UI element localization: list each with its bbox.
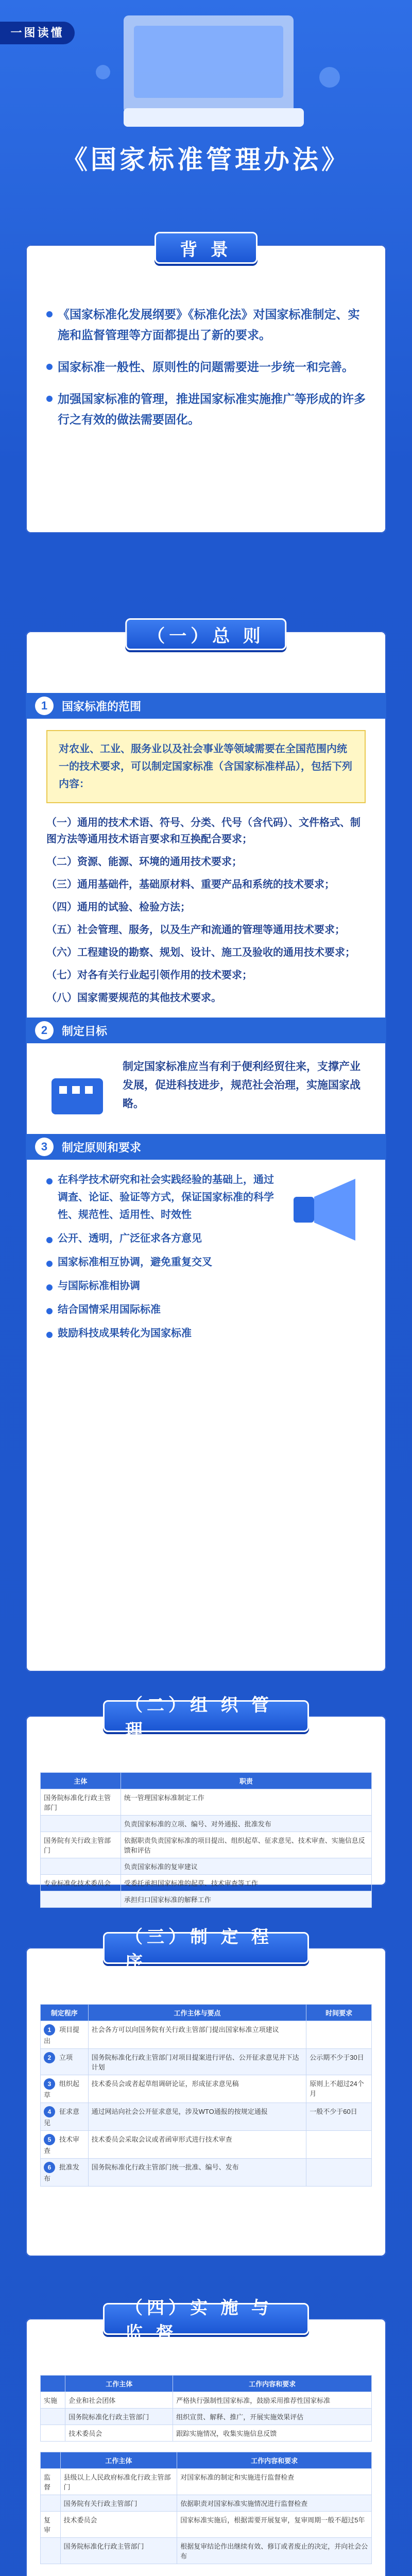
cell: 技术委员会 bbox=[65, 2425, 173, 2442]
cell: 技术委员会采取会议或者函审形式进行技术审查 bbox=[88, 2131, 306, 2159]
cell bbox=[41, 1858, 121, 1875]
background-ribbon: 背 景 bbox=[154, 232, 258, 264]
goal-header bbox=[26, 1018, 386, 1043]
implementation-table-1 bbox=[40, 2375, 372, 2442]
cell bbox=[41, 1891, 121, 1908]
goal-num: 2 bbox=[35, 1021, 54, 1040]
scope-item: （六）工程建设的勘察、规划、设计、施工及验收的通用技术要求； bbox=[46, 947, 355, 958]
goal-title: 制定目标 bbox=[62, 1024, 108, 1038]
cell: 负责国家标准的复审建议 bbox=[121, 1858, 371, 1875]
cell: 统一管理国家标准制定工作 bbox=[121, 1789, 371, 1816]
step-3-icon: 3 bbox=[44, 2078, 55, 2090]
org-header: 主体 bbox=[41, 1773, 121, 1789]
procedure-card bbox=[26, 1947, 386, 2257]
cell bbox=[306, 2159, 372, 2187]
principle-item: 与国际标准相协调 bbox=[46, 1277, 278, 1295]
megaphone-icon bbox=[288, 1171, 366, 1248]
cell: 原则上不超过24个月 bbox=[306, 2075, 372, 2103]
scope-item: （五）社会管理、服务，以及生产和流通的管理等通用技术要求； bbox=[46, 924, 345, 936]
step-label: 组织起草 bbox=[44, 2080, 80, 2099]
table-row bbox=[41, 1875, 372, 1891]
cell bbox=[41, 2021, 89, 2049]
impl-header: 工作主体 bbox=[65, 2376, 173, 2392]
cell: 国务院标准化行政主管部门 bbox=[41, 1789, 121, 1816]
cell bbox=[41, 2159, 89, 2187]
step-4-icon: 4 bbox=[44, 2106, 55, 2117]
cell: 技术委员会 bbox=[60, 2512, 177, 2538]
org-table bbox=[40, 1772, 372, 1908]
principles-header bbox=[26, 1134, 386, 1160]
table-row bbox=[41, 2425, 372, 2442]
cell bbox=[41, 2495, 61, 2512]
cell: 监督 bbox=[41, 2469, 61, 2495]
cell: 跟踪实施情况，收集实施信息反馈 bbox=[173, 2425, 372, 2442]
background-bullet: 国家标准一般性、原则性的问题需要进一步统一和完善。 bbox=[46, 357, 366, 377]
principle-item: 公开、透明，广泛征求各方意见 bbox=[46, 1230, 278, 1247]
procedure-ribbon: （三）制 定 程 序 bbox=[103, 1932, 309, 1964]
table-row bbox=[41, 1891, 372, 1908]
scope-item: （三）通用基础件，基础原材料、重要产品和系统的技术要求； bbox=[46, 879, 335, 890]
cell: 国务院标准化行政主管部门 bbox=[60, 2538, 177, 2564]
background-card bbox=[26, 245, 386, 533]
cell: 国务院标准化行政主管部门 bbox=[65, 2409, 173, 2425]
impl-header bbox=[41, 2452, 61, 2469]
cell: 国务院有关行政主管部门 bbox=[41, 1832, 121, 1858]
cell bbox=[41, 2409, 65, 2425]
principle-item: 结合国情采用国际标准 bbox=[46, 1301, 278, 1318]
step-1-icon: 1 bbox=[44, 2024, 55, 2036]
table-row bbox=[41, 2409, 372, 2425]
cell: 国家标准实施后，根据需要开展复审，复审周期一般不超过5年 bbox=[177, 2512, 372, 2538]
cell bbox=[41, 2538, 61, 2564]
procedure-table bbox=[40, 2004, 372, 2187]
step-label: 立项 bbox=[59, 2054, 73, 2061]
impl-header: 工作主体 bbox=[60, 2452, 177, 2469]
org-header: 职责 bbox=[121, 1773, 371, 1789]
table-row bbox=[41, 2512, 372, 2538]
cell bbox=[41, 2425, 65, 2442]
scope-box: 对农业、工业、服务业以及社会事业等领域需要在全国范围内统一的技术要求，可以制定国家标准（含国家标准样品），包括下列内容： bbox=[46, 730, 366, 803]
step-label: 项目提出 bbox=[44, 2026, 80, 2045]
principles-title: 制定原则和要求 bbox=[62, 1141, 142, 1154]
cell bbox=[41, 2075, 89, 2103]
scope-header bbox=[26, 693, 386, 719]
procedure-header: 制定程序 bbox=[41, 2005, 89, 2021]
cell: 企业和社会团体 bbox=[65, 2392, 173, 2409]
building-icon bbox=[46, 1058, 108, 1120]
impl-header bbox=[41, 2376, 65, 2392]
cell bbox=[41, 1816, 121, 1832]
scope-item: （八）国家需要规范的其他技术要求。 bbox=[46, 992, 221, 1004]
implementation-card bbox=[26, 2318, 386, 2576]
scope-num: 1 bbox=[35, 697, 54, 715]
table-row bbox=[41, 2495, 372, 2512]
step-label: 批准发布 bbox=[44, 2163, 80, 2182]
step-2-icon: 2 bbox=[44, 2052, 55, 2063]
table-row bbox=[41, 1858, 372, 1875]
scope-item: （二）资源、能源、环境的通用技术要求； bbox=[46, 856, 242, 868]
impl-header: 工作内容和要求 bbox=[177, 2452, 372, 2469]
cell bbox=[41, 2131, 89, 2159]
hero-illustration bbox=[0, 0, 412, 139]
cell: 国务院有关行政主管部门 bbox=[60, 2495, 177, 2512]
cell: 实施 bbox=[41, 2392, 65, 2409]
table-row bbox=[41, 2049, 372, 2075]
principle-item: 国家标准相互协调，避免重复交叉 bbox=[46, 1253, 278, 1271]
cell: 依据职责负责国家标准的项目提出、组织起草、征求意见、技术审查、实施信息反馈和评估 bbox=[121, 1832, 371, 1858]
implementation-ribbon: （四）实 施 与 监 督 bbox=[103, 2303, 309, 2335]
cell: 承担归口国家标准的解释工作 bbox=[121, 1891, 371, 1908]
implementation-table-2 bbox=[40, 2452, 372, 2564]
table-row bbox=[41, 1816, 372, 1832]
goal-text: 制定国家标准应当有利于便利经贸往来，支撑产业发展，促进科技进步，规范社会治理，实施国家战略。 bbox=[123, 1061, 360, 1110]
impl-header: 工作内容和要求 bbox=[173, 2376, 372, 2392]
step-5-icon: 5 bbox=[44, 2134, 55, 2145]
step-label: 技术审查 bbox=[44, 2136, 80, 2155]
table-row bbox=[41, 2131, 372, 2159]
cell: 依据职责对国家标准实施情况进行监督检查 bbox=[177, 2495, 372, 2512]
table-row bbox=[41, 2103, 372, 2131]
step-label: 征求意见 bbox=[44, 2108, 80, 2127]
cell: 国务院标准化行政主管部门统一批准、编号、发布 bbox=[88, 2159, 306, 2187]
general-card bbox=[26, 631, 386, 1672]
table-row bbox=[41, 2021, 372, 2049]
cell: 县级以上人民政府标准化行政主管部门 bbox=[60, 2469, 177, 2495]
scope-item: （四）通用的试验、检验方法； bbox=[46, 902, 191, 913]
cell: 专业标准化技术委员会 bbox=[41, 1875, 121, 1891]
cell: 受委托承担国家标准的起草、技术审查等工作 bbox=[121, 1875, 371, 1891]
cell bbox=[41, 2049, 89, 2075]
background-bullet: 《国家标准化发展纲要》《标准化法》对国家标准制定、实施和监督管理等方面都提出了新的要求。 bbox=[46, 304, 366, 345]
table-row bbox=[41, 2075, 372, 2103]
cell: 负责国家标准的立项、编号、对外通报、批准发布 bbox=[121, 1816, 371, 1832]
table-row bbox=[41, 1789, 372, 1816]
cell: 对国家标准的制定和实施进行监督检查 bbox=[177, 2469, 372, 2495]
step-6-icon: 6 bbox=[44, 2162, 55, 2173]
scope-item: （七）对各有关行业起引领作用的技术要求； bbox=[46, 970, 252, 981]
scope-title: 国家标准的范围 bbox=[62, 700, 142, 713]
hero bbox=[0, 0, 412, 191]
cell bbox=[41, 2103, 89, 2131]
cell: 一般不少于60日 bbox=[306, 2103, 372, 2131]
hero-tag: 一图读懂 bbox=[0, 22, 75, 44]
table-row bbox=[41, 2392, 372, 2409]
background-bullet: 加强国家标准的管理，推进国家标准实施推广等形成的许多行之有效的做法需要固化。 bbox=[46, 388, 366, 430]
principle-item: 在科学技术研究和社会实践经验的基础上，通过调查、论证、验证等方式，保证国家标准的科学性、规范性、适用性、时效性 bbox=[46, 1171, 278, 1224]
org-ribbon: （二）组 织 管 理 bbox=[103, 1700, 309, 1732]
cell: 国务院标准化行政主管部门对项目提案进行评估、公开征求意见并下达计划 bbox=[88, 2049, 306, 2075]
procedure-header: 时间要求 bbox=[306, 2005, 372, 2021]
cell: 社会各方可以向国务院有关行政主管部门提出国家标准立项建议 bbox=[88, 2021, 306, 2049]
cell: 严格执行强制性国家标准，鼓励采用推荐性国家标准 bbox=[173, 2392, 372, 2409]
cell: 复审 bbox=[41, 2512, 61, 2538]
general-ribbon: （一）总 则 bbox=[125, 618, 286, 650]
procedure-header: 工作主体与要点 bbox=[88, 2005, 306, 2021]
table-row bbox=[41, 2538, 372, 2564]
table-row bbox=[41, 2159, 372, 2187]
table-row bbox=[41, 1832, 372, 1858]
cell bbox=[306, 2131, 372, 2159]
scope-item: （一）通用的技术术语、符号、分类、代号（含代码）、文件格式、制图方法等通用技术语言要求和互换配合要求； bbox=[46, 817, 360, 845]
principles-num: 3 bbox=[35, 1138, 54, 1156]
cell bbox=[306, 2021, 372, 2049]
cell: 通过网站向社会公开征求意见，涉及WTO通报的按规定通报 bbox=[88, 2103, 306, 2131]
cell: 公示期不少于30日 bbox=[306, 2049, 372, 2075]
cell: 组织宣贯、解释、推广，开展实施效果评估 bbox=[173, 2409, 372, 2425]
principle-item: 鼓励科技成果转化为国家标准 bbox=[46, 1325, 278, 1342]
page-title: 《国家标准管理办法》 bbox=[62, 145, 350, 174]
table-row bbox=[41, 2469, 372, 2495]
cell: 技术委员会或者起草组调研论证，形成征求意见稿 bbox=[88, 2075, 306, 2103]
cell: 根据复审结论作出继续有效、修订或者废止的决定，并向社会公布 bbox=[177, 2538, 372, 2564]
